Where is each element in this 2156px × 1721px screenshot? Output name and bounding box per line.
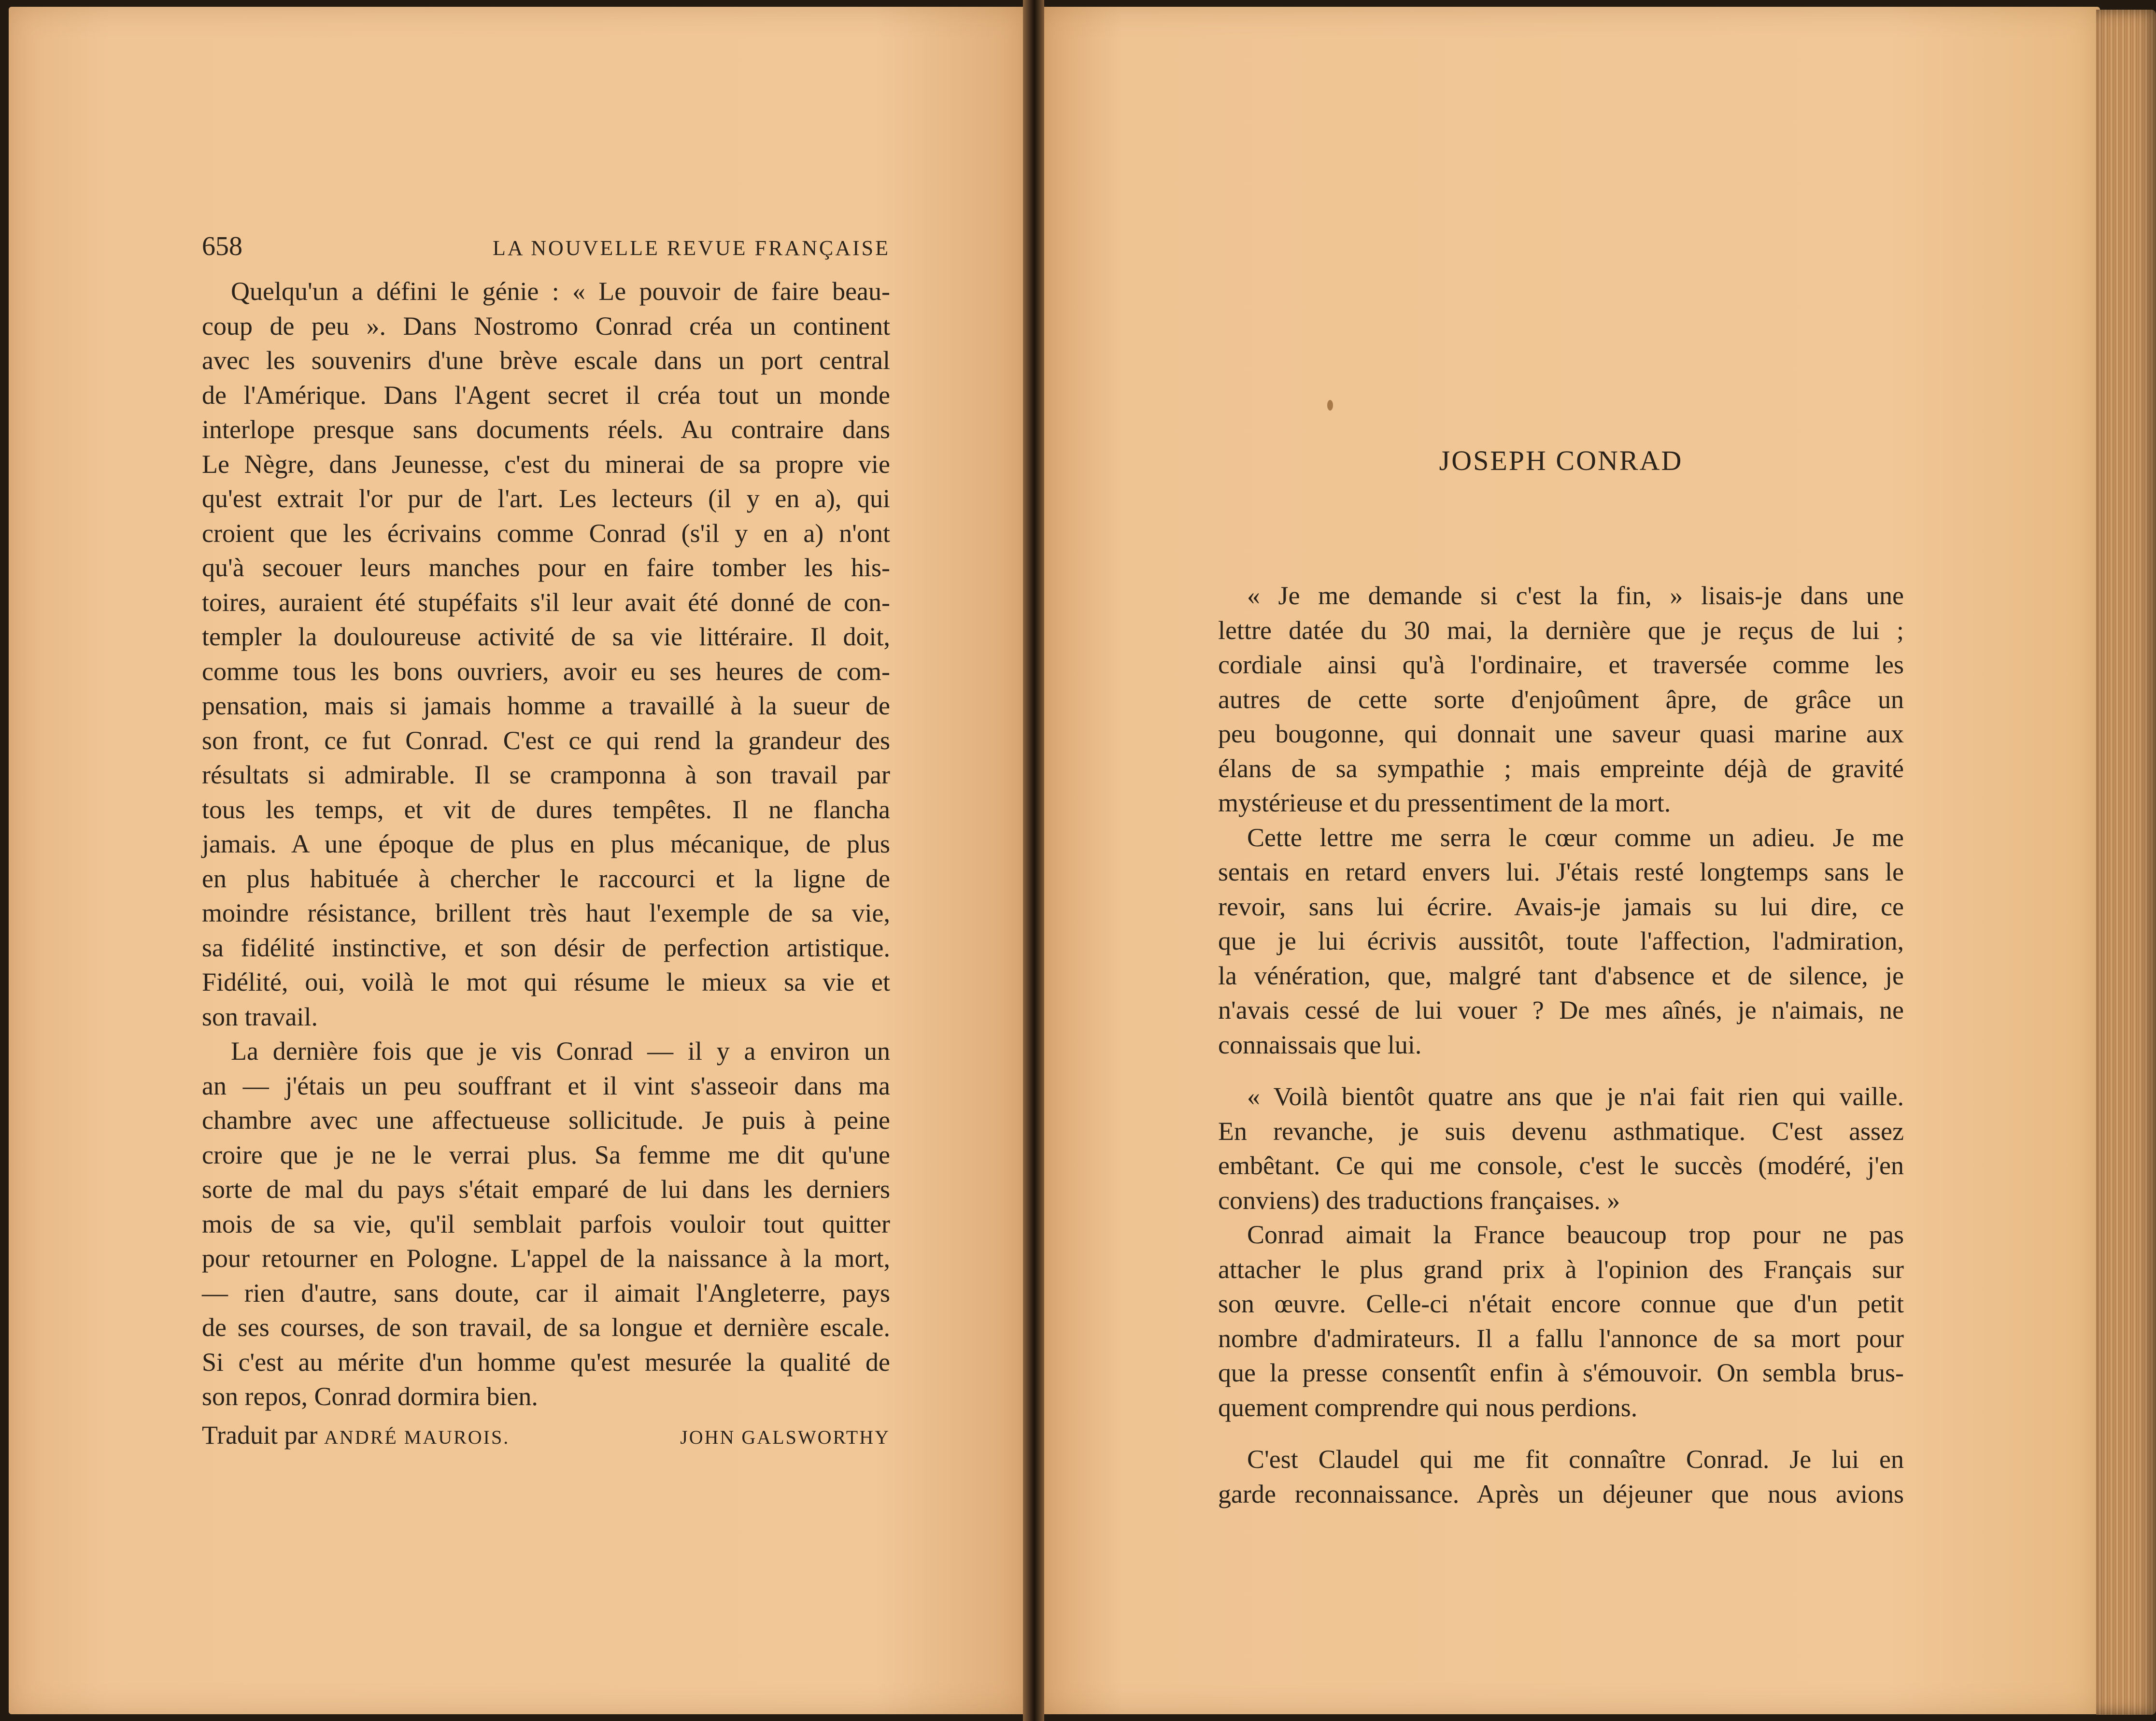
text-line: de ses courses, de son travail, de sa longue et dernière escale. [202, 1313, 890, 1342]
text-line: chambre avec une affectueuse sollicitude. Je puis à peine [202, 1106, 890, 1135]
text-line: conviens) des traductions françaises. » [1218, 1185, 1620, 1215]
text-line: en plus habituée à chercher le raccourci et la ligne de [202, 864, 890, 893]
text-line: son travail. [202, 1002, 318, 1031]
text-line: lettre datée du 30 mai, la dernière que je reçus de lui ; [1218, 615, 1904, 645]
translator-name: ANDRÉ MAUROIS. [324, 1426, 510, 1448]
text-line: élans de sa sympathie ; mais empreinte déjà de gravité [1218, 754, 1904, 783]
text-line: son repos, Conrad dormira bien. [202, 1382, 538, 1411]
text-line: sentais en retard envers lui. J'étais resté longtemps sans le [1218, 857, 1904, 886]
text-line: La dernière fois que je vis Conrad — il y a environ un [231, 1037, 890, 1066]
text-line: n'avais cessé de lui vouer ? De mes aînés, je n'aimais, ne [1218, 996, 1904, 1024]
text-line: toires, auraient été stupéfaits s'il leur avait été donné de con- [202, 587, 890, 617]
text-line: attacher le plus grand prix à l'opinion des Français sur [1218, 1254, 1904, 1284]
page-edges [2096, 10, 2156, 1715]
author-signature: JOHN GALSWORTHY [680, 1426, 890, 1448]
text-line: Quelqu'un a défini le génie : « Le pouvoir de faire beau- [231, 277, 890, 306]
text-line: embêtant. Ce qui me console, c'est le succès (modéré, j'en [1218, 1151, 1904, 1180]
text-line: pensation, mais si jamais homme a travaillé à la sueur de [202, 691, 890, 720]
text-line: son front, ce fut Conrad. C'est ce qui rend la grandeur des [202, 725, 890, 755]
text-line: Cette lettre me serra le cœur comme un adieu. Je me [1247, 823, 1904, 852]
text-line: résultats si admirable. Il se cramponna à son travail par [202, 760, 890, 789]
article-title: JOSEPH CONRAD [1439, 445, 1683, 476]
text-line: C'est Claudel qui me fit connaître Conrad. Je lui en [1247, 1445, 1904, 1474]
right-page-body [1218, 579, 1904, 1511]
text-line: que je lui écrivis aussitôt, toute l'affection, l'admiration, [1218, 926, 1904, 955]
text-line: Fidélité, oui, voilà le mot qui résume le mieux sa vie et [202, 967, 890, 996]
text-line: coup de peu ». Dans Nostromo Conrad créa un continent [202, 311, 890, 341]
text-line: Si c'est au mérite d'un homme qu'est mesurée la qualité de [202, 1347, 890, 1377]
text-line: « Voilà bientôt quatre ans que je n'ai fait rien qui vaille. [1247, 1082, 1904, 1111]
signature-row [202, 1418, 890, 1455]
text-line: Conrad aimait la France beaucoup trop pour ne pas [1247, 1220, 1904, 1249]
text-line: mystérieuse et du pressentiment de la mort. [1218, 788, 1671, 817]
text-line: sorte de mal du pays s'était emparé de lui dans les derniers [202, 1175, 890, 1204]
text-line: autres de cette sorte d'enjoûment âpre, de grâce un [1218, 684, 1904, 714]
text-line: templer la douloureuse activité de sa vie littéraire. Il doit, [202, 622, 890, 651]
text-line: que la presse consentît enfin à s'émouvoir. On sembla brus- [1218, 1358, 1904, 1387]
text-line: tous les temps, et vit de dures tempêtes. Il ne flancha [202, 795, 890, 824]
left-page-lines [202, 274, 890, 1414]
text-line: son œuvre. Celle-ci n'était encore connue que d'un petit [1218, 1289, 1904, 1318]
text-line: jamais. A une époque de plus en plus mécanique, de plus [202, 829, 890, 858]
text-line: la vénération, que, malgré tant d'absence et de silence, je [1218, 961, 1904, 990]
text-line: an — j'étais un peu souffrant et il vint s'asseoir dans ma [202, 1071, 890, 1100]
translator-credit [202, 1418, 510, 1455]
right-page-lines [1218, 579, 1904, 1511]
page-number: 658 [202, 231, 242, 261]
text-line: avec les souvenirs d'une brève escale dans un port central [202, 346, 890, 375]
paper-fleck [1327, 400, 1333, 411]
text-line: sa fidélité instinctive, et son désir de perfection artistique. [202, 933, 890, 962]
text-line: moindre résistance, brillent très haut l'exemple de sa vie, [202, 898, 890, 927]
text-line: qu'est extrait l'or pur de l'art. Les lecteurs (il y en a), qui [202, 484, 890, 513]
text-line: peu bougonne, qui donnait une saveur quasi marine aux [1218, 719, 1904, 748]
left-page-body [202, 274, 890, 1454]
text-line: En revanche, je suis devenu asthmatique. C'est assez [1218, 1116, 1904, 1146]
text-line: mois de sa vie, qu'il semblait parfois vouloir tout quitter [202, 1209, 890, 1238]
translator-prefix: Traduit par [202, 1420, 318, 1450]
text-line: qu'à secouer leurs manches pour en faire tomber les his- [202, 553, 890, 582]
text-line: nombre d'admirateurs. Il a fallu l'annonce de sa mort pour [1218, 1323, 1904, 1353]
text-line: — rien d'autre, sans doute, car il aimait l'Angleterre, pays [202, 1278, 890, 1308]
text-line: revoir, sans lui écrire. Avais-je jamais su lui dire, ce [1218, 892, 1904, 921]
text-line: comme tous les bons ouvriers, avoir eu ses heures de com- [202, 656, 890, 686]
running-head [202, 231, 890, 262]
text-line: quement comprendre qui nous perdions. [1218, 1393, 1638, 1422]
text-line: de l'Amérique. Dans l'Agent secret il créa tout un monde [202, 380, 890, 410]
paragraph-gap [1218, 1062, 1904, 1080]
journal-title: LA NOUVELLE REVUE FRANÇAISE [493, 236, 890, 260]
book-gutter [1023, 0, 1044, 1721]
text-line: connaissais que lui. [1218, 1030, 1422, 1059]
text-line: garde reconnaissance. Après un déjeuner que nous avions [1218, 1479, 1904, 1508]
paragraph-gap [1218, 1425, 1904, 1442]
text-line: pour retourner en Pologne. L'appel de la naissance à la mort, [202, 1244, 890, 1273]
text-line: Le Nègre, dans Jeunesse, c'est du minerai de sa propre vie [202, 449, 890, 479]
text-line: interlope presque sans documents réels. Au contraire dans [202, 415, 890, 444]
text-line: croient que les écrivains comme Conrad (s'il y en a) n'ont [202, 518, 890, 548]
text-line: « Je me demande si c'est la fin, » lisais-je dans une [1247, 581, 1904, 610]
text-line: croire que je ne le verrai plus. Sa femme me dit qu'une [202, 1140, 890, 1169]
text-line: cordiale ainsi qu'à l'ordinaire, et traversée comme les [1218, 650, 1904, 679]
